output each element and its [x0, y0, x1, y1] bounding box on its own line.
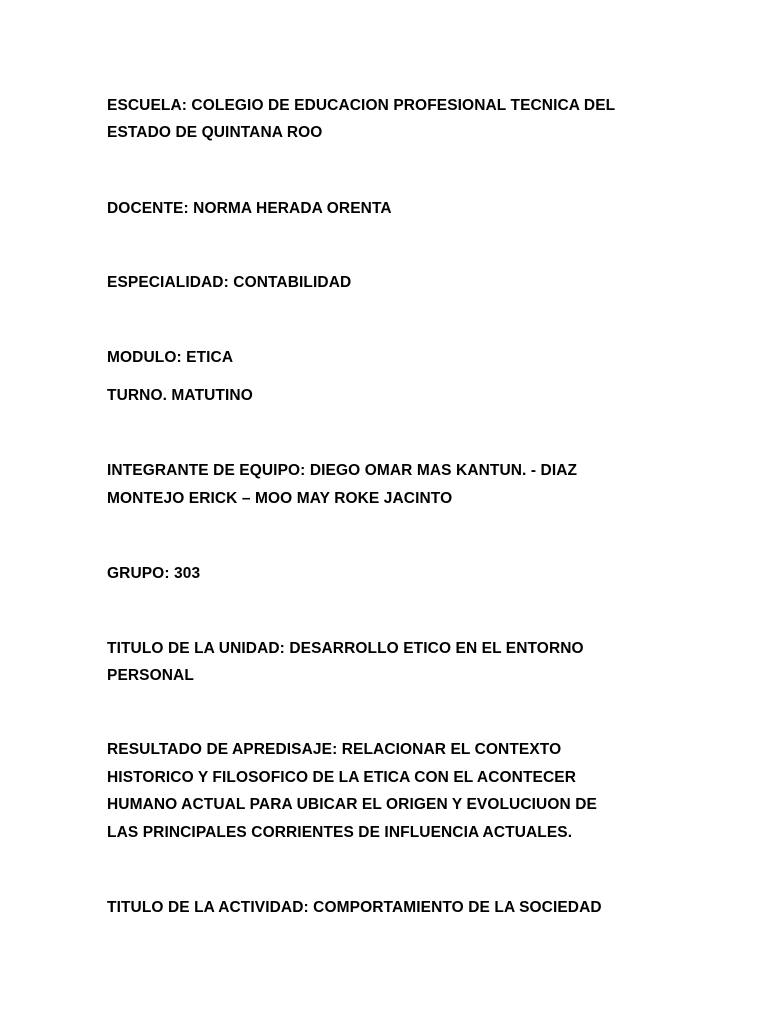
grupo-line: GRUPO: 303 [107, 565, 201, 582]
docente-line: DOCENTE: NORMA HERADA ORENTA [107, 200, 392, 217]
escuela-line-1: ESCUELA: COLEGIO DE EDUCACION PROFESIONAL TECNICA DEL [107, 97, 616, 114]
titulo-actividad-line: TITULO DE LA ACTIVIDAD: COMPORTAMIENTO DE LA SOCIEDAD [107, 899, 602, 916]
integrantes-line-1: INTEGRANTE DE EQUIPO: DIEGO OMAR MAS KANTUN. - DIAZ [107, 462, 578, 479]
integrantes-line-2: MONTEJO ERICK – MOO MAY ROKE JACINTO [107, 490, 453, 507]
titulo-unidad-line-2: PERSONAL [107, 667, 194, 684]
titulo-unidad-line-1: TITULO DE LA UNIDAD: DESARROLLO ETICO EN EL ENTORNO [107, 640, 584, 657]
turno-line: TURNO. MATUTINO [107, 387, 253, 404]
especialidad-line: ESPECIALIDAD: CONTABILIDAD [107, 274, 352, 291]
modulo-line: MODULO: ETICA [107, 349, 234, 366]
resultado-line-2: HISTORICO Y FILOSOFICO DE LA ETICA CON EL ACONTECER [107, 769, 576, 786]
resultado-line-3: HUMANO ACTUAL PARA UBICAR EL ORIGEN Y EVOLUCIUON DE [107, 796, 597, 813]
escuela-line-2: ESTADO DE QUINTANA ROO [107, 124, 323, 141]
resultado-line-4: LAS PRINCIPALES CORRIENTES DE INFLUENCIA ACTUALES. [107, 824, 573, 841]
resultado-line-1: RESULTADO DE APREDISAJE: RELACIONAR EL CONTEXTO [107, 741, 562, 758]
